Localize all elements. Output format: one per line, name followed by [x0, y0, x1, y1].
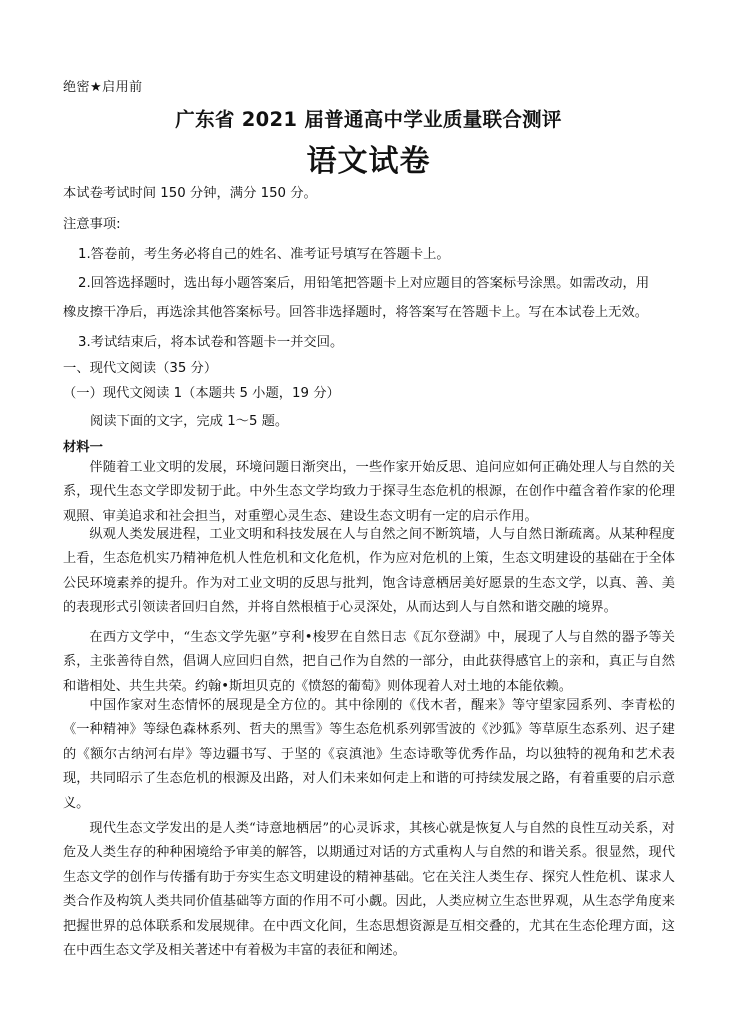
paragraph-2: 纵观人类发展进程，工业文明和科技发展在人与自然之间不断筑墙，人与自然日渐疏离。从某种程度上看，生态危机实乃精神危机人性危机和文化危机，作为应对危机的上策，生态文明建设的基础在于全体公民环境素养的提升。作为对工业文明的反思与批判，饱含诗意栖居美好愿景的生态文学，以真、善、美的表现形式引领读者回归自然，并将自然根植于心灵深处，从而达到人与自然和谐交融的境界。: [63, 527, 675, 616]
notes-title: 注意事项:: [63, 217, 121, 232]
notes-item-2: 2.回答选择题时，选出每小题答案后，用铅笔把答题卡上对应题目的答案标号涂黑。如需改动，用: [78, 276, 650, 291]
notes-item-2-cont: 橡皮擦干净后，再选涂其他答案标号。回答非选择题时，将答案写在答题卡上。写在本试卷上无效。: [63, 305, 649, 320]
subsection-title: （一）现代文阅读 1（本题共 5 小题，19 分）: [63, 386, 340, 401]
reading-instruction: 阅读下面的文字，完成 1～5 题。: [90, 414, 289, 429]
paragraph-3: 在西方文学中，“生态文学先驱”亨利•梭罗在自然日志《瓦尔登湖》中，展现了人与自然的器予等关系，主张善待自然，倡调人应回归自然，把自己作为自然的一部分，由此获得感官上的亲和，真正与自然和谐相处、共生共荣。约翰•斯坦贝克的《愤怒的葡萄》则体现着人对土地的本能依赖。: [63, 630, 675, 694]
paragraph-5: 现代生态文学发出的是人类“诗意地栖居”的心灵诉求，其核心就是恢复人与自然的良性互动关系，对危及人类生存的种种困境给予审美的解答，以期通过对话的方式重构人与自然的和谐关系。很显然，现代生态文学的创作与传播有助于夯实生态文明建设的精神基础。它在关注人类生存、探究人性危机、谋求人类合作及构筑人类共同价值基础等方面的作用不可小觑。因此，人类应树立生态世界观，从生态学角度来把握世界的总体联系和发展规律。在中西文化间，生态思想资源是互相交叠的，尤其在生态伦理方面，这在中西生态文学及相关著述中有着极为丰富的表征和阐述。: [63, 821, 675, 959]
exam-title: 广东省 2021 届普通高中学业质量联合测评: [175, 108, 562, 131]
confidential-mark: 绝密★启用前: [63, 80, 143, 95]
paragraph-1: 伴随着工业文明的发展，环境问题日渐突出，一些作家开始反思、追问应如何正确处理人与自然的关系，现代生态文学即发韧于此。中外生态文学均致力于探寻生态危机的根源，在创作中蕴含着作家的伦理观照、审美追求和社会担当，对重塑心灵生态、建设生态文明有一定的启示作用。: [63, 460, 675, 524]
exam-info: 本试卷考试时间 150 分钟，满分 150 分。: [63, 186, 317, 201]
material-label: 材料一: [63, 440, 103, 455]
subject-title: 语文试卷: [306, 144, 431, 179]
paragraph-4: 中国作家对生态情怀的展现是全方位的。其中徐刚的《伐木者，醒来》等守望家园系列、李青松的《一种精神》等绿色森林系列、哲夫的黑雪》等生态危机系列郭雪波的《沙狐》等草原生态系列、迟子建的《额尔古纳河右岸》等边疆书写、于坚的《哀滇池》生态诗歌等优秀作品，均以独特的视角和艺术表现，共同昭示了生态危机的根源及出路，对人们未来如何走上和谐的可持续发展之路，有着重要的启示意义。: [63, 698, 675, 811]
section-title: 一、现代文阅读（35 分）: [63, 361, 218, 376]
notes-item-3: 3.考试结束后，将本试卷和答题卡一并交回。: [78, 335, 344, 350]
notes-item-1: 1.答卷前，考生务必将自己的姓名、准考证号填写在答题卡上。: [78, 247, 450, 262]
